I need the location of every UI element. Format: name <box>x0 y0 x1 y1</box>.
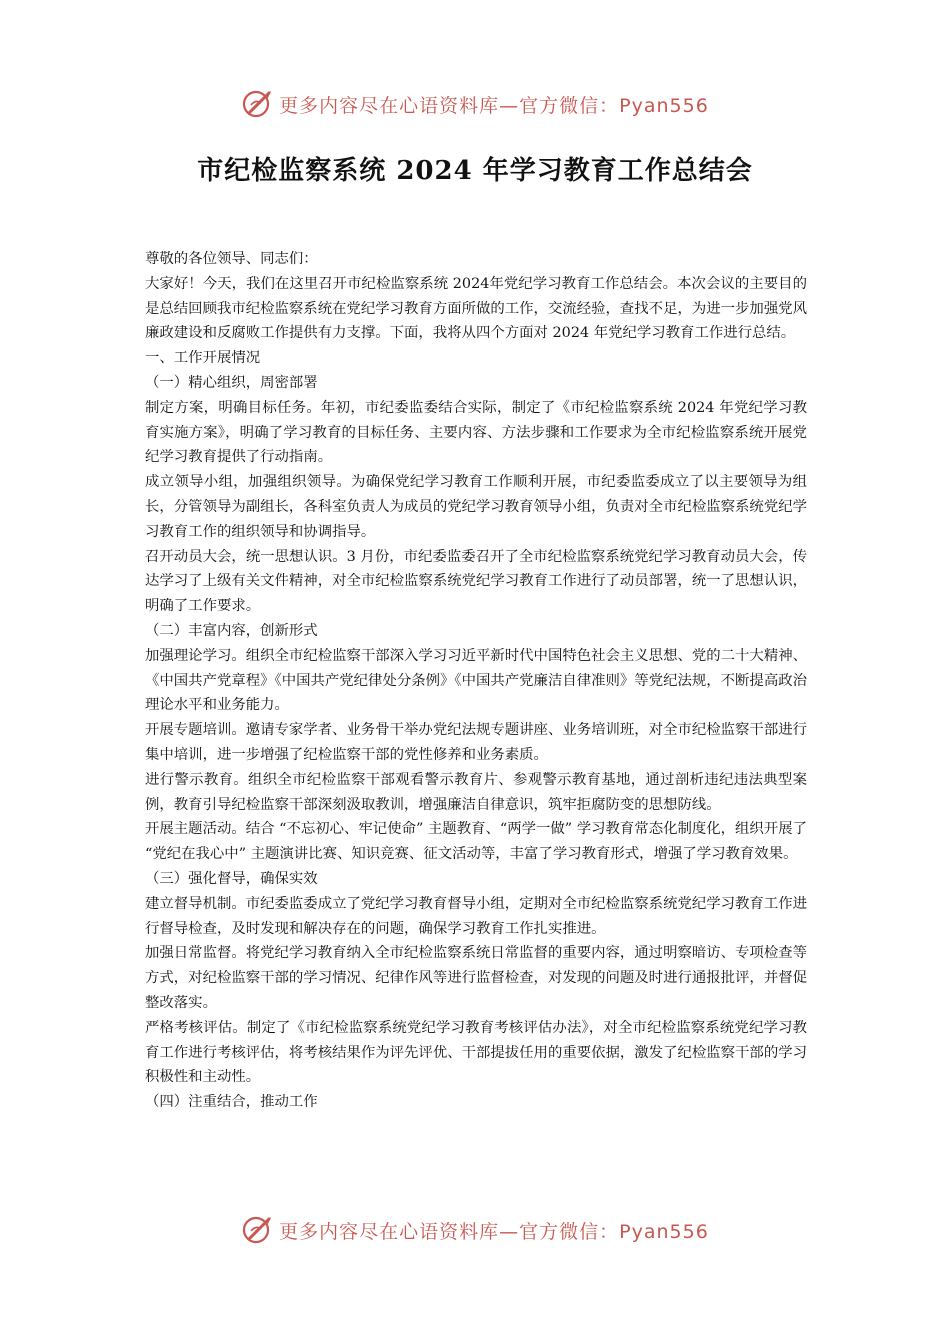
paragraph: 加强理论学习。组织全市纪检监察干部深入学习习近平新时代中国特色社会主义思想、党的二十大精神、《中国共产党章程》《中国共产党纪律处分条例》《中国共产党廉洁自律准则》等党纪法规，不断提高政治理论水平和业务能力。 <box>145 647 807 714</box>
paragraph: 进行警示教育。组织全市纪检监察干部观看警示教育片、参观警示教育基地，通过剖析违纪违法典型案例，教育引导纪检监察干部深刻汲取教训，增强廉洁自律意识，筑牢拒腐防变的思想防线。 <box>145 771 807 813</box>
paragraph: 召开动员大会，统一思想认识。3 月份，市纪委监委召开了全市纪检监察系统党纪学习教育动员大会，传达学习了上级有关文件精神，对全市纪检监察系统党纪学习教育工作进行了动员部署，统一了思想认识，明确了工作要求。 <box>145 548 807 615</box>
document-body <box>145 247 807 1115</box>
banner-text: 更多内容尽在心语资料库—官方微信：Pyan556 <box>279 1220 709 1243</box>
paragraph: 严格考核评估。制定了《市纪检监察系统党纪学习教育考核评估办法》，对全市纪检监察系统党纪学习教育工作进行考核评估，将考核结果作为评先评优、干部提拔任用的重要依据，激发了纪检监察干部的学习积极性和主动性。 <box>145 1019 807 1086</box>
subsection-heading: （三）强化督导，确保实效 <box>145 870 318 887</box>
paragraph: 大家好！今天，我们在这里召开市纪检监察系统 2024年党纪学习教育工作总结会。本次会议的主要目的是总结回顾我市纪检监察系统在党纪学习教育方面所做的工作，交流经验，查找不足，为进一步加强党风廉政建设和反腐败工作提供有力支撑。下面，我将从四个方面对 2024 年党纪学习教育工作进行总结。 <box>145 275 807 342</box>
document-title: 市纪检监察系统 2024 年学习教育工作总结会 <box>197 156 753 186</box>
subsection-heading: （四）注重结合，推动工作 <box>145 1094 318 1111</box>
paragraph: 建立督导机制。市纪委监委成立了党纪学习教育督导小组，定期对全市纪检监察系统党纪学习教育工作进行督导检查，及时发现和解决存在的问题，确保学习教育工作扎实推进。 <box>145 895 807 937</box>
paragraph: 加强日常监督。将党纪学习教育纳入全市纪检监察系统日常监督的重要内容，通过明察暗访、专项检查等方式，对纪检监察干部的学习情况、纪律作风等进行监督检查，对发现的问题及时进行通报批评，并督促整改落实。 <box>145 945 807 1011</box>
paragraph: 制定方案，明确目标任务。年初，市纪委监委结合实际，制定了《市纪检监察系统 2024 年党纪学习教育实施方案》，明确了学习教育的目标任务、主要内容、方法步骤和工作要求为全市纪检监察系统开展党纪学习教育提供了行动指南。 <box>145 399 807 466</box>
salutation: 尊敬的各位领导、同志们： <box>145 251 318 267</box>
section-heading: 一、工作开展情况 <box>145 350 261 367</box>
header-watermark-banner <box>0 84 950 124</box>
footer-watermark-banner <box>0 1210 950 1250</box>
pen-logo-icon <box>241 1213 275 1247</box>
subsection-heading: （一）精心组织，周密部署 <box>145 374 318 391</box>
paragraph: 开展主题活动。结合 “不忘初心、牢记使命” 主题教育、“两学一做” 学习教育常态化制度化，组织开展了 “党纪在我心中” 主题演讲比赛、知识竞赛、征文活动等，丰富了学习教育形式，增强了学习教育效果。 <box>145 821 807 863</box>
banner-text: 更多内容尽在心语资料库—官方微信：Pyan556 <box>279 94 709 117</box>
paragraph: 成立领导小组，加强组织领导。为确保党纪学习教育工作顺利开展，市纪委监委成立了以主要领导为组长，分管领导为副组长，各科室负责人为成员的党纪学习教育领导小组，负责对全市纪检监察系统党纪学习教育工作的组织领导和协调指导。 <box>145 474 807 540</box>
pen-logo-icon <box>241 87 275 121</box>
subsection-heading: （二）丰富内容，创新形式 <box>145 622 318 639</box>
paragraph: 开展专题培训。邀请专家学者、业务骨干举办党纪法规专题讲座、业务培训班，对全市纪检监察干部进行集中培训，进一步增强了纪检监察干部的党性修养和业务素质。 <box>145 722 807 763</box>
